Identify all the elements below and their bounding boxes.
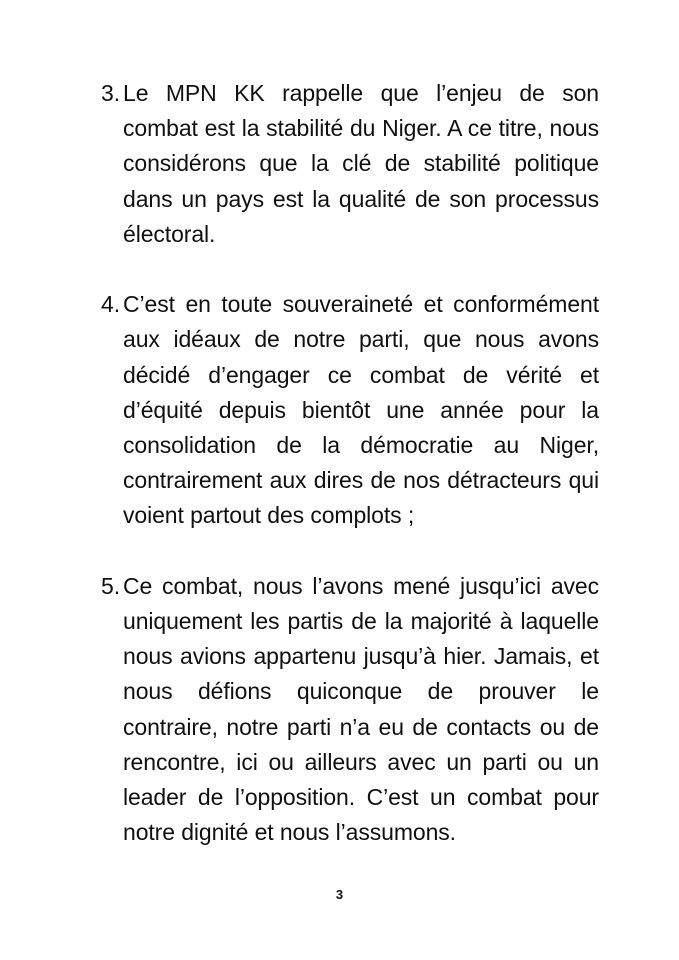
list-item [101, 287, 599, 533]
item-text: C’est en toute souveraineté et conformément aux idéaux de notre parti, que nous avons décidé d’engager ce combat de vérité et d’équité depuis bientôt une année pour la consolidation de la démocratie au Niger, contrairement aux dires de nos détracteurs qui voient partout des complots ; [123, 291, 599, 529]
page-number: 3 [335, 887, 344, 902]
numbered-list [101, 76, 599, 850]
item-number: 4. [101, 291, 120, 318]
list-item [101, 76, 599, 252]
item-number: 5. [101, 572, 120, 599]
item-text: Ce combat, nous l’avons mené jusqu’ici avec uniquement les partis de la majorité à laquelle nous avions appartenu jusqu’à hier. Jamais, et nous défions quiconque de prouver le contraire, notre parti n’a eu de contacts ou de rencontre, ici ou ailleurs avec un parti ou un leader de l’opposition. C’est un combat pour notre dignité et nous l’assumons. [123, 572, 599, 846]
item-text: Le MPN KK rappelle que l’enjeu de son combat est la stabilité du Niger. A ce titre, nous considérons que la clé de stabilité politique dans un pays est la qualité de son processus électoral. [123, 80, 599, 247]
item-number: 3. [101, 80, 120, 106]
list-item [101, 569, 599, 851]
